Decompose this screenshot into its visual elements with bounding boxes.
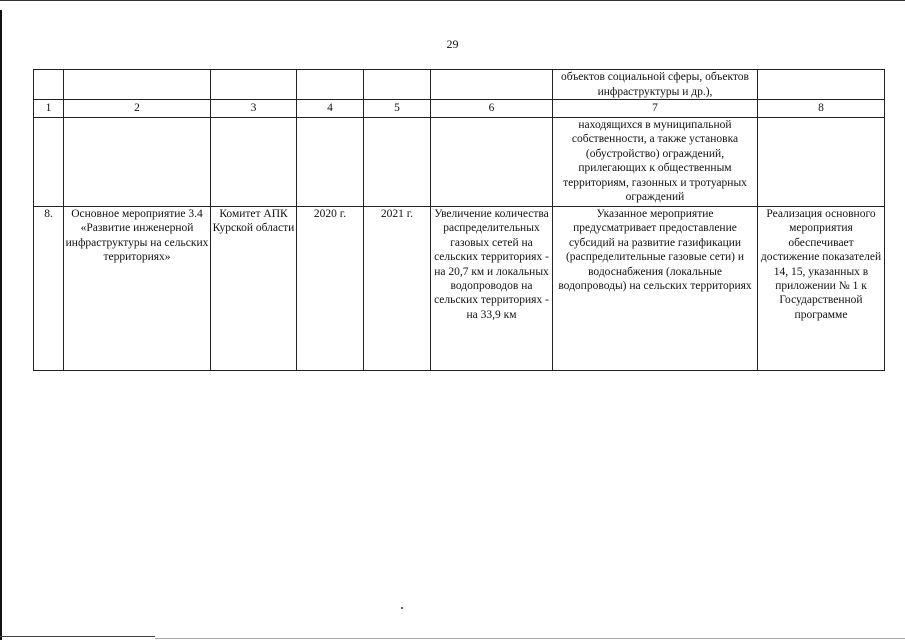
column-number: 3 xyxy=(211,100,297,118)
cell-empty xyxy=(364,70,431,100)
cell-measure-name: Основное мероприятие 3.4 «Развитие инженерной инфраструктуры на сельских территориях» xyxy=(64,207,211,371)
column-number: 4 xyxy=(297,100,364,118)
column-number: 7 xyxy=(553,100,758,118)
cell-empty xyxy=(758,118,885,207)
page-bottom-edge xyxy=(0,636,155,637)
cell-description-carryover: объектов социальной сферы, объектов инфраструктуры и др.), xyxy=(553,70,758,100)
cell-empty xyxy=(34,70,64,100)
cell-empty xyxy=(297,118,364,207)
cell-description-continuation: находящихся в муниципальной собственности, а также установка (обустройство) ограждений, прилегающих к общественным территориям, газонных и тротуарных ограждений xyxy=(553,118,758,207)
cell-empty xyxy=(364,118,431,207)
page-top-edge xyxy=(0,0,905,1)
cell-empty xyxy=(297,70,364,100)
column-number: 2 xyxy=(64,100,211,118)
page-bottom-edge-light xyxy=(155,638,905,639)
cell-indicator-link: Реализация основного мероприятия обеспечивает достижение показателей 14, 15, указанных в приложении № 1 к Государственной программе xyxy=(758,207,885,371)
table-row-continuation xyxy=(34,118,885,207)
cell-empty xyxy=(34,118,64,207)
scan-speck xyxy=(401,607,403,609)
cell-empty xyxy=(431,70,553,100)
column-number: 6 xyxy=(431,100,553,118)
cell-empty xyxy=(211,118,297,207)
cell-empty xyxy=(64,70,211,100)
cell-measure-description: Указанное мероприятие предусматривает предоставление субсидий на развитие газификации (распределительные газовые сети) и водоснабжения (локальные водопроводы) на сельских территориях xyxy=(553,207,758,371)
measures-table xyxy=(33,69,885,371)
table-row-carryover xyxy=(34,70,885,100)
column-number: 5 xyxy=(364,100,431,118)
cell-executor: Комитет АПК Курской области xyxy=(211,207,297,371)
cell-empty xyxy=(64,118,211,207)
cell-end-year: 2021 г. xyxy=(364,207,431,371)
column-number: 1 xyxy=(34,100,64,118)
cell-empty xyxy=(431,118,553,207)
table-row-column-numbers xyxy=(34,100,885,118)
column-number: 8 xyxy=(758,100,885,118)
cell-empty xyxy=(758,70,885,100)
cell-expected-result: Увеличение количества распределительных газовых сетей на сельских территориях - на 20,7 км и локальных водопроводов на сельских территориях - на 33,9 км xyxy=(431,207,553,371)
table-row-measure-8 xyxy=(34,207,885,371)
page-number: 29 xyxy=(446,37,459,51)
cell-row-number: 8. xyxy=(34,207,64,371)
cell-start-year: 2020 г. xyxy=(297,207,364,371)
page-left-edge xyxy=(0,10,2,640)
cell-empty xyxy=(211,70,297,100)
